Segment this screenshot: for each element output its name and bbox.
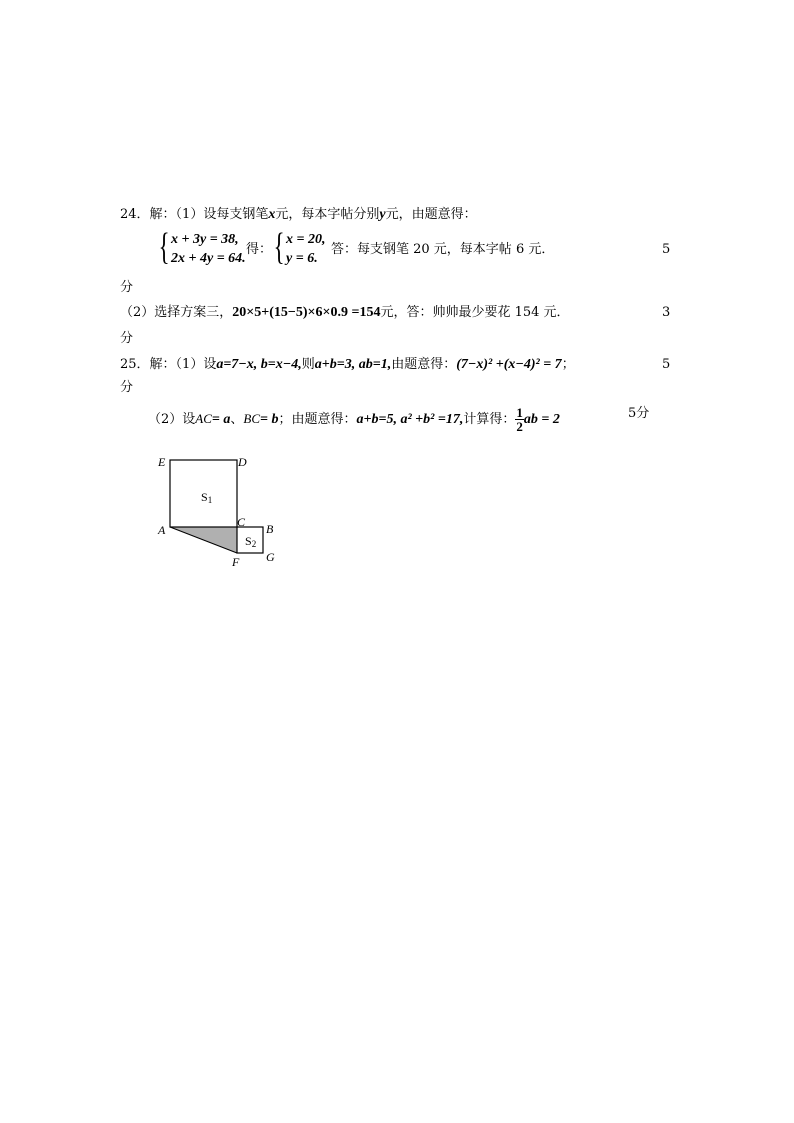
- text: 元，每本字帖分别: [275, 207, 380, 222]
- score-unit: 分: [120, 331, 134, 346]
- text: 、: [230, 412, 244, 427]
- score-unit: 分: [120, 280, 134, 295]
- label-d: D: [238, 455, 247, 469]
- text: ；由题意得：: [278, 412, 357, 427]
- solution-eq1: x = 20,: [286, 232, 326, 247]
- system-eq1: x + 3y = 38,: [171, 232, 239, 247]
- label-e: E: [158, 455, 166, 469]
- var-y: y: [379, 207, 386, 222]
- expression: ab = 2: [523, 412, 560, 427]
- numerator: 1: [516, 405, 523, 420]
- expression: = b: [260, 412, 279, 427]
- score: 5: [662, 242, 671, 257]
- expression: = a: [211, 412, 231, 427]
- text: （2）设: [148, 412, 196, 427]
- label-g: G: [266, 550, 275, 564]
- answer1: 答：每支钢笔 20 元，每本字帖 6 元．: [331, 242, 555, 257]
- s2-sub: 2: [251, 539, 257, 549]
- s2: S: [245, 534, 252, 548]
- score: 5: [662, 357, 671, 372]
- expression: 20×5+(15−5)×6×0.9 =154: [232, 305, 381, 320]
- score: 5分: [628, 406, 650, 421]
- denominator: 2: [516, 419, 523, 434]
- text: 25．解：（1）设: [120, 357, 217, 372]
- label-s1: [201, 490, 212, 505]
- label-c: C: [237, 515, 246, 529]
- text: 元，答：帅帅最少要花 154 元．: [380, 305, 570, 320]
- text: 计算得：: [463, 412, 516, 427]
- s1: S: [201, 490, 208, 504]
- var-x: x: [268, 207, 276, 222]
- expression: (7−x)² +(x−4)² = 7: [456, 357, 562, 372]
- system-eq2: 2x + 4y = 64.: [171, 251, 246, 266]
- text: ；: [561, 357, 575, 372]
- label-f: F: [232, 555, 240, 569]
- de-label: 得：: [246, 242, 273, 257]
- score-unit: 分: [120, 380, 134, 395]
- score: 3: [662, 305, 671, 320]
- system-brace: {: [158, 226, 170, 268]
- s1-sub: 1: [207, 495, 213, 505]
- expression: a=7−x, b=x−4,: [216, 357, 302, 372]
- ac-label: AC: [195, 411, 212, 426]
- label-s2: [245, 534, 256, 549]
- label-a: A: [158, 523, 166, 537]
- text: 由题意得：: [391, 357, 457, 372]
- expression: a+b=5, a² +b² =17,: [356, 412, 464, 427]
- text: 则: [301, 357, 315, 372]
- solution-eq2: y = 6.: [286, 251, 318, 266]
- solution-brace: {: [273, 226, 285, 268]
- text: 24．解：（1）设每支钢笔: [120, 207, 269, 222]
- bc-label: BC: [243, 411, 261, 426]
- label-b: B: [266, 522, 274, 536]
- text: （2）选择方案三，: [120, 305, 233, 320]
- expression: a+b=3, ab=1,: [314, 357, 392, 372]
- text: 元，由题意得：: [385, 207, 477, 222]
